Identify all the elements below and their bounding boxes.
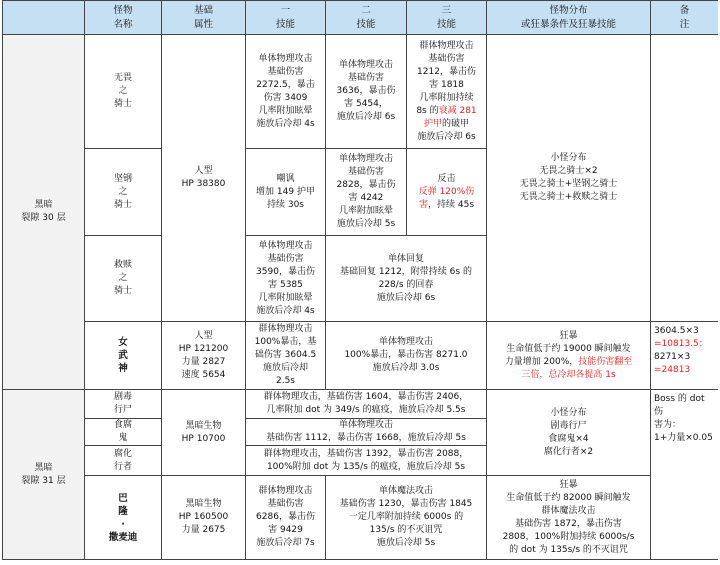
monster-name: 无畏 之 骑士 bbox=[85, 35, 162, 149]
monster-name: 救赎 之 骑士 bbox=[85, 236, 162, 322]
monster-name: 腐化 行者 bbox=[85, 446, 162, 476]
level-30-name: 黑暗 裂隙 30 层 bbox=[3, 35, 85, 390]
mob-distribution: 小怪分布 无畏之骑士×2 无畏之骑士+坚钢之骑士 无畏之骑士+救赎之骑士 bbox=[487, 35, 651, 322]
skill-text: 反击 bbox=[437, 173, 456, 184]
skill-text: 群体物理攻击 基础伤害 1212，暴击伤 害 1818 几率附加持续 8s 的 bbox=[416, 40, 476, 116]
note-highlight: =10813.5； bbox=[654, 339, 708, 349]
boss-attr: 人型 HP 121200 力量 2827 速度 5654 bbox=[162, 322, 246, 390]
skill-cell: 群体物理攻击 100%暴击，基 础伤害 3604.5 施放后冷却 2.5s bbox=[246, 322, 326, 390]
table-row bbox=[3, 35, 719, 149]
header-level bbox=[3, 1, 85, 35]
note-cell bbox=[651, 322, 719, 390]
header-note: 备 注 bbox=[651, 1, 719, 35]
header-monster: 怪物 名称 bbox=[85, 1, 162, 35]
boss-name: 巴 隆 · 撒麦迪 bbox=[85, 476, 162, 560]
monster-name: 食腐 鬼 bbox=[85, 419, 162, 446]
skill-text: ，持续 45s bbox=[428, 199, 475, 210]
header-dist: 怪物分布 或狂暴条件及狂暴技能 bbox=[487, 1, 651, 35]
header-attr: 基础 属性 bbox=[162, 1, 246, 35]
skill-cell: 嘲讽 增加 149 护甲 持续 30s bbox=[246, 149, 326, 236]
rage-cell: 狂暴 生命值低于约 82000 瞬间触发 群体魔法攻击 基础伤害 1872，暴击伤害 2808，100%附加持续 6000s/s 的 dot 为 135s/s 的不灭诅咒 bbox=[487, 476, 651, 560]
table-row bbox=[3, 476, 719, 560]
header-skill2: 二 技能 bbox=[326, 1, 407, 35]
boss-attr: 黑暗生物 HP 160500 力量 2675 bbox=[162, 476, 246, 560]
monster-name: 剧毒 行尸 bbox=[85, 390, 162, 419]
note-text: 8271×3 bbox=[654, 352, 691, 362]
rage-text: 狂暴 生命值低于约 19000 瞬间触发 力量增加 200%， bbox=[504, 330, 631, 367]
header-skill3: 三 技能 bbox=[407, 1, 487, 35]
monster-table bbox=[2, 0, 718, 560]
skill-cell: 单体物理攻击 基础伤害 3636，暴击伤 害 5454， 施放后冷却 6s bbox=[326, 35, 407, 149]
note-cell: Boss 的 dot 伤 害为： 1+力量×0.05 bbox=[651, 390, 719, 560]
header-row bbox=[3, 1, 719, 35]
skill-cell bbox=[407, 149, 487, 236]
skill-cell: 单体物理攻击 100%暴击，暴击伤害 8271.0 施放后冷却 3.0s bbox=[326, 322, 487, 390]
rage-cell bbox=[487, 322, 651, 390]
skill-cell: 单体回复 基础回复 1212，附带持续 6s 的 228/s 的回春 施放后冷却 6s bbox=[326, 236, 487, 322]
skill-text: 的破甲 施放后冷却 6s bbox=[417, 118, 476, 142]
skill-cell: 群体物理攻击，基础伤害 1392，暴击伤害 2088， 100%附加 dot 为 135/s 的瘟疫，施放后冷却 5s bbox=[246, 446, 487, 476]
header-skill1: 一 技能 bbox=[246, 1, 326, 35]
skill-cell: 单体物理攻击 基础伤害 1112，暴击伤害 1668，施放后冷却 5s bbox=[246, 419, 487, 446]
monster-name: 坚钢 之 骑士 bbox=[85, 149, 162, 236]
mob-attr: 人型 HP 38380 bbox=[162, 35, 246, 322]
skill-cell: 群体物理攻击 基础伤害 6286，暴击伤 害 9429 施放后冷却 7s bbox=[246, 476, 326, 560]
mob-attr: 黑暗生物 HP 10700 bbox=[162, 390, 246, 476]
note-cell bbox=[651, 35, 719, 322]
table-container bbox=[2, 0, 718, 565]
rage-highlight: 技能伤害翻至 三倍，总冷却各提高 1s bbox=[521, 356, 633, 380]
skill-highlight: 反弹 120%伤 害 bbox=[418, 186, 475, 210]
boss-name: 女 武 神 bbox=[85, 322, 162, 390]
table-row bbox=[3, 322, 719, 390]
note-highlight: =24813 bbox=[654, 365, 691, 375]
table-row bbox=[3, 390, 719, 419]
skill-cell: 单体物理攻击 基础伤害 2828，暴击伤 害 4242 几率附加眩晕 施放后冷却 5s bbox=[326, 149, 407, 236]
note-text: 3604.5×3 bbox=[654, 326, 699, 336]
skill-cell: 单体魔法攻击 基础伤害 1230，暴击伤害 1845 一定几率附加持续 6000s 的 135/s 的不灭诅咒 施放后冷却 5s bbox=[326, 476, 487, 560]
level-31-name: 黑暗 裂隙 31 层 bbox=[3, 390, 85, 560]
skill-cell bbox=[407, 35, 487, 149]
mob-distribution: 小怪分布 剧毒行尸 食腐鬼×4 腐化行者×2 bbox=[487, 390, 651, 476]
skill-cell: 单体物理攻击 基础伤害 2272.5，暴击 伤害 3409 几率附加眩晕 施放后冷却 4s bbox=[246, 35, 326, 149]
skill-cell: 群体物理攻击，基础伤害 1604，暴击伤害 2406， 几率附加 dot 为 349/s 的瘟疫，施放后冷却 5.5s bbox=[246, 390, 487, 419]
skill-highlight: 衰减 281 护甲 bbox=[423, 105, 477, 129]
skill-cell: 单体物理攻击 基础伤害 3590，暴击伤 害 5385 几率附加眩晕 施放后冷却 4s bbox=[246, 236, 326, 322]
